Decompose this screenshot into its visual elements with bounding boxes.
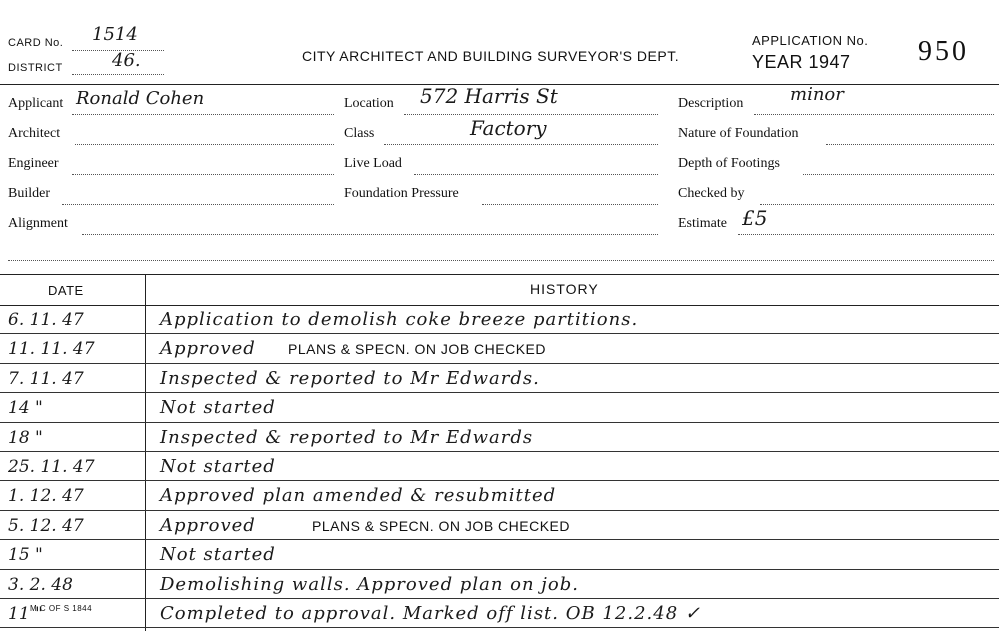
row-history-text: Demolishing walls. Approved plan on job. — [160, 573, 579, 595]
location-label: Location — [344, 96, 394, 111]
alignment-label: Alignment — [8, 216, 68, 231]
applicant-label: Applicant — [8, 96, 64, 111]
class-value: Factory — [470, 116, 547, 140]
row-history-text: Application to demolish coke breeze partitions. — [160, 309, 639, 330]
location-value: 572 Harris St — [420, 84, 558, 108]
row-history-text: Approved — [160, 338, 256, 360]
row-history-text: Not started — [160, 456, 276, 477]
applicant-value: Ronald Cohen — [76, 88, 205, 109]
row-date: 3. 2. 48 — [8, 574, 73, 595]
row-date: 25. 11. 47 — [8, 457, 95, 477]
estimate-value: £5 — [742, 206, 768, 230]
row-date: 5. 12. 47 — [8, 515, 84, 536]
year-label: YEAR 1947 — [752, 52, 851, 72]
engineer-label: Engineer — [8, 156, 59, 171]
card-no-value: 1514 — [92, 24, 138, 45]
estimate-label: Estimate — [678, 216, 727, 231]
district-value: 46. — [112, 50, 141, 71]
depth-footings-label: Depth of Footings — [678, 156, 780, 171]
row-date: 6. 11. 47 — [8, 310, 84, 330]
row-date: 11. 11. 47 — [8, 339, 95, 360]
nature-foundation-label: Nature of Foundation — [678, 126, 799, 141]
foundation-pressure-label: Foundation Pressure — [344, 186, 459, 201]
table-row — [0, 364, 999, 393]
row-date: 18 " — [8, 427, 43, 448]
row-history-text: Approved plan amended & resubmitted — [160, 485, 557, 507]
row-date: 14 " — [8, 398, 43, 419]
card-no-label: CARD No. — [8, 37, 64, 49]
table-row — [0, 393, 999, 422]
builder-label: Builder — [8, 186, 50, 201]
row-history-text: Approved — [160, 514, 256, 536]
row-date: 15 " — [8, 545, 43, 566]
table-row — [0, 481, 999, 510]
table-row — [0, 511, 999, 540]
row-stamp: PLANS & SPECN. ON JOB CHECKED — [312, 517, 571, 534]
description-label: Description — [678, 96, 744, 111]
date-header: DATE — [48, 283, 84, 298]
application-no-label: APPLICATION No. — [752, 33, 869, 48]
department-title: CITY ARCHITECT AND BUILDING SURVEYOR'S DEPT. — [302, 48, 680, 64]
live-load-label: Live Load — [344, 156, 402, 171]
table-row — [0, 599, 999, 628]
row-history-text: Inspected & reported to Mr Edwards — [160, 426, 534, 448]
row-stamp: PLANS & SPECN. ON JOB CHECKED — [288, 341, 547, 358]
table-top-rule — [0, 274, 999, 275]
row-history-text: Completed to approval. Marked off list. OB 12.2.48 ✓ — [160, 603, 701, 624]
district-label: DISTRICT — [8, 62, 63, 74]
table-row — [0, 540, 999, 569]
table-row — [0, 423, 999, 452]
row-rule — [0, 627, 999, 628]
row-date: 11 " — [8, 604, 43, 624]
checked-by-label: Checked by — [678, 186, 745, 201]
form-code: M C OF S 1844 — [30, 604, 93, 613]
row-history-text: Not started — [160, 544, 276, 566]
description-value: minor — [790, 84, 844, 105]
row-history-text: Not started — [160, 397, 276, 419]
table-row — [0, 305, 999, 334]
table-row — [0, 334, 999, 363]
table-row — [0, 570, 999, 599]
table-row — [0, 452, 999, 481]
architect-label: Architect — [8, 126, 61, 141]
row-date: 1. 12. 47 — [8, 486, 84, 507]
history-header: HISTORY — [530, 281, 599, 297]
application-no-value: 950 — [918, 36, 969, 67]
class-label: Class — [344, 126, 375, 141]
row-date: 7. 11. 47 — [8, 368, 84, 389]
row-history-text: Inspected & reported to Mr Edwards. — [160, 367, 540, 389]
